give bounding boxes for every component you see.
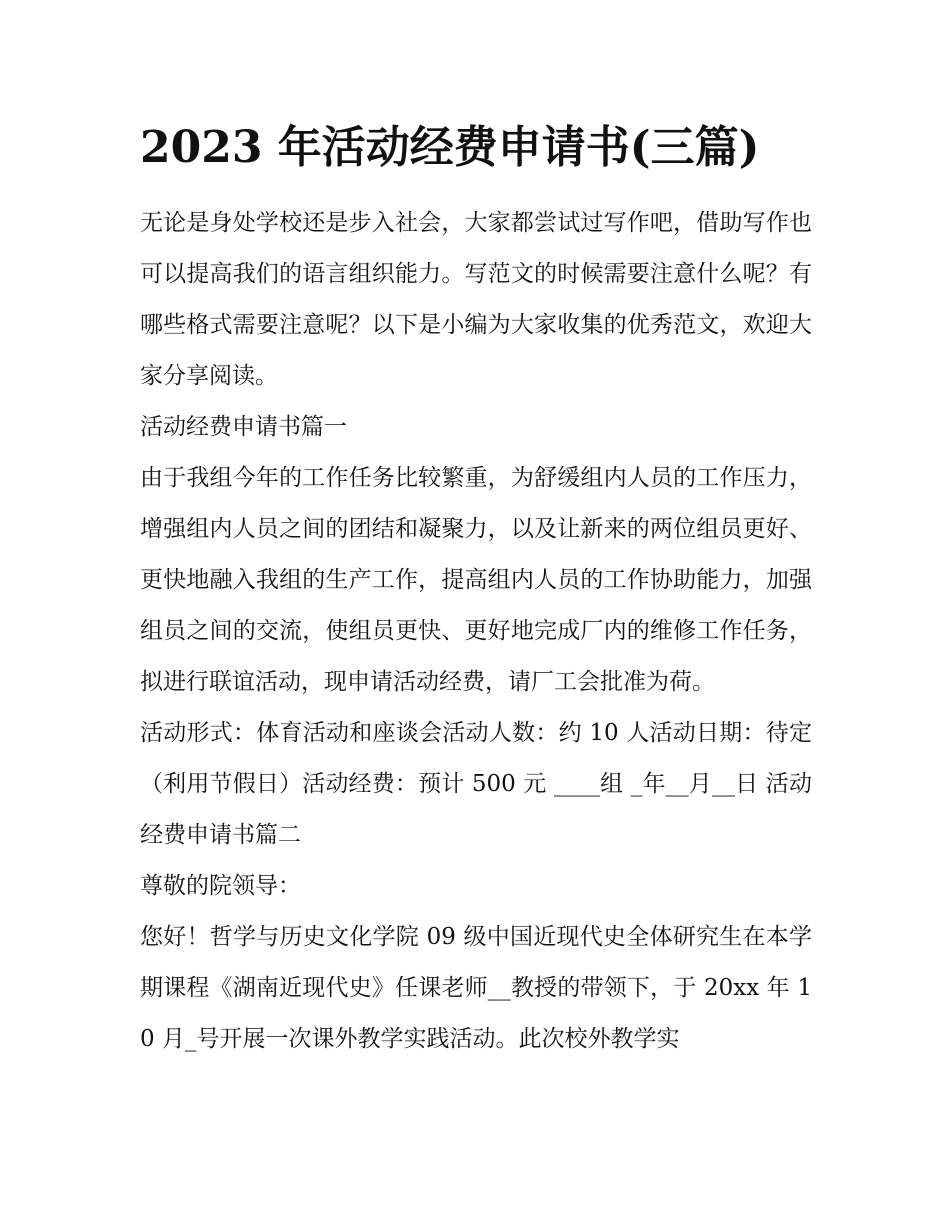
section-one-paragraph: 由于我组今年的工作任务比较繁重，为舒缓组内人员的工作压力，增强组内人员之间的团结和凝聚力，以及让新来的两位组员更好、更快地融入我组的生产工作，提高组内人员的工作协助能力，加强组员之间的交流，使组员更快、更好地完成厂内的维修工作任务，拟进行联谊活动，现申请活动经费，请厂工会批准为荷。 (140, 465, 812, 695)
intro-paragraph: 无论是身处学校还是步入社会，大家都尝试过写作吧，借助写作也可以提高我们的语言组织能力。写范文的时候需要注意什么呢？有哪些格式需要注意呢？以下是小编为大家收集的优秀范文，欢迎大家分享阅读。 (140, 210, 812, 389)
section-heading-one: 活动经费申请书篇一 (140, 414, 347, 440)
salutation: 尊敬的院领导： (140, 873, 301, 899)
document-title: 2023 年活动经费申请书(三篇) (140, 122, 760, 173)
section-two-paragraph: 您好！哲学与历史文化学院 09 级中国近现代史全体研究生在本学期课程《湖南近现代史》任课老师__教授的带领下，于 20xx 年 10 月_号开展一次课外教学实践活动。此次校外教学实 (140, 924, 812, 1052)
document-body (140, 198, 812, 1065)
activity-details-paragraph: 活动形式：体育活动和座谈会活动人数：约 10 人活动日期：待定（利用节假日）活动经费：预计 500 元 ____组 _年__月__日 活动经费申请书篇二 (140, 720, 812, 848)
